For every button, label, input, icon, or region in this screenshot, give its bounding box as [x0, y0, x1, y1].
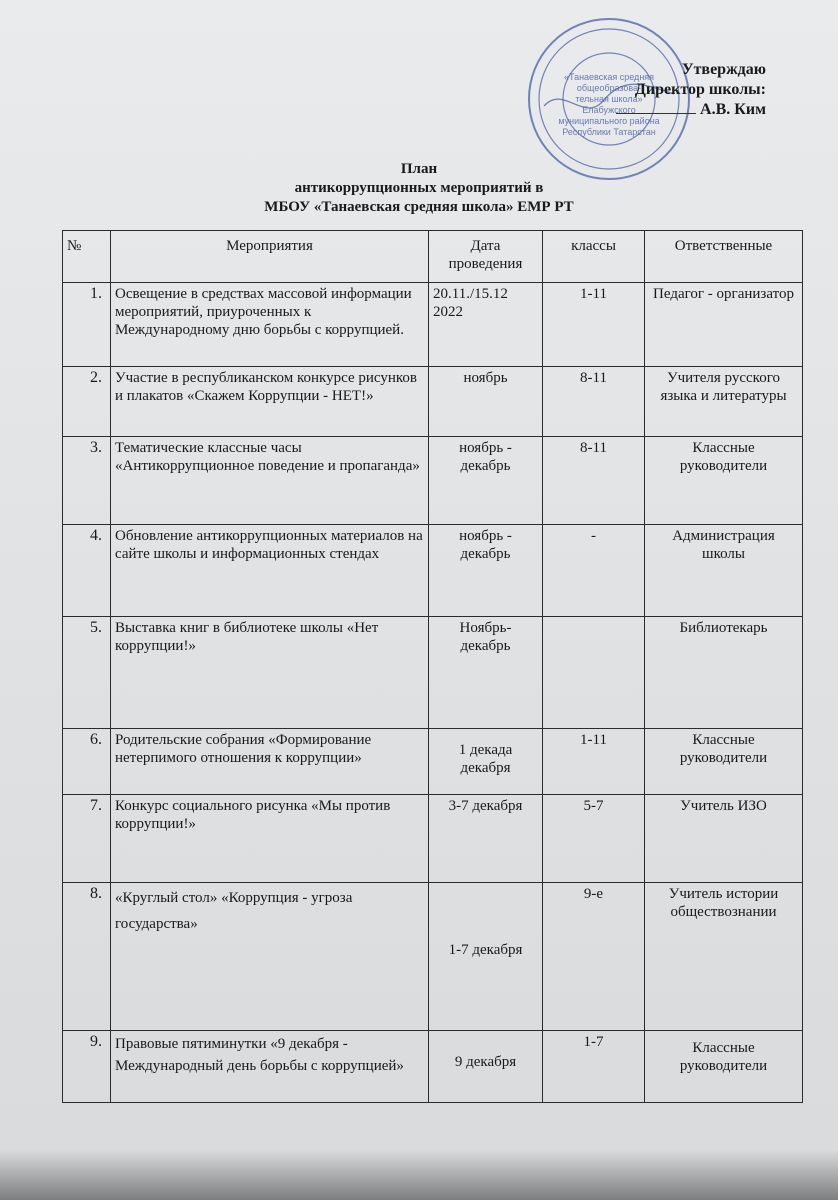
row-classes: 9-е [543, 883, 645, 1031]
row-number: 2. [63, 367, 111, 437]
table-row [63, 729, 803, 795]
row-responsible: Библиотекарь [645, 617, 803, 729]
row-number: 7. [63, 795, 111, 883]
table-header-row [63, 231, 803, 283]
row-number: 1. [63, 283, 111, 367]
row-date: Ноябрь- декабрь [429, 617, 543, 729]
approval-block [616, 60, 766, 120]
row-number: 8. [63, 883, 111, 1031]
row-classes: 8-11 [543, 437, 645, 525]
row-event: Обновление антикоррупционных материалов на сайте школы и информационных стендах [111, 525, 429, 617]
row-classes: 8-11 [543, 367, 645, 437]
row-responsible: Классные руководители [645, 1031, 803, 1103]
row-event: Правовые пятиминутки «9 декабря - Международный день борьбы с коррупцией» [111, 1031, 429, 1103]
events-table [62, 230, 803, 1103]
row-classes: 1-11 [543, 283, 645, 367]
table-row [63, 883, 803, 1031]
row-event: Выставка книг в библиотеке школы «Нет коррупции!» [111, 617, 429, 729]
row-date: ноябрь - декабрь [429, 437, 543, 525]
row-classes: 1-11 [543, 729, 645, 795]
signature-line [616, 113, 696, 114]
row-responsible: Учитель истории обществознании [645, 883, 803, 1031]
header-responsible: Ответственные [645, 231, 803, 283]
row-date: 3-7 декабря [429, 795, 543, 883]
stamp-line-3: тельная школа» [575, 94, 643, 104]
table-row [63, 283, 803, 367]
stamp-line-6: Республики Татарстан [562, 127, 656, 137]
table-row [63, 437, 803, 525]
approval-line-3: А.В. Ким [700, 101, 766, 118]
row-responsible: Администрация школы [645, 525, 803, 617]
stamp-line-5: муниципального района [558, 116, 660, 126]
row-number: 6. [63, 729, 111, 795]
row-responsible: Учителя русского языка и литературы [645, 367, 803, 437]
header-number: № [63, 231, 111, 283]
table-row [63, 367, 803, 437]
row-responsible: Классные руководители [645, 729, 803, 795]
row-event: Конкурс социального рисунка «Мы против коррупции!» [111, 795, 429, 883]
header-date: Дата проведения [429, 231, 543, 283]
row-date: 9 декабря [429, 1031, 543, 1103]
doc-title-line-3: МБОУ «Танаевская средняя школа» ЕМР РТ [264, 199, 574, 215]
row-date: ноябрь [429, 367, 543, 437]
row-event: Родительские собрания «Формирование нетерпимого отношения к коррупции» [111, 729, 429, 795]
row-number: 5. [63, 617, 111, 729]
row-classes: - [543, 525, 645, 617]
row-date: ноябрь - декабрь [429, 525, 543, 617]
row-classes: 1-7 [543, 1031, 645, 1103]
row-responsible: Учитель ИЗО [645, 795, 803, 883]
row-date: 1-7 декабря [429, 883, 543, 1031]
row-event: Тематические классные часы «Антикоррупционное поведение и пропаганда» [111, 437, 429, 525]
doc-title-line-2: антикоррупционных мероприятий в [294, 180, 544, 196]
photo-shadow [0, 1150, 838, 1200]
header-classes: классы [543, 231, 645, 283]
row-event: Освещение в средствах массовой информации мероприятий, приуроченных к Международному дню борьбы с коррупцией. [111, 283, 429, 367]
approval-line-1: Утверждаю [681, 61, 766, 78]
row-date: 20.11./15.12 2022 [429, 283, 543, 367]
approval-line-2: Директор школы: [634, 81, 766, 98]
row-number: 3. [63, 437, 111, 525]
table-row [63, 1031, 803, 1103]
header-events: Мероприятия [111, 231, 429, 283]
row-date: 1 декада декабря [429, 729, 543, 795]
row-responsible: Классные руководители [645, 437, 803, 525]
row-event: «Круглый стол» «Коррупция - угроза государства» [111, 883, 429, 1031]
row-responsible: Педагог - организатор [645, 283, 803, 367]
row-classes: 5-7 [543, 795, 645, 883]
row-event: Участие в республиканском конкурсе рисунков и плакатов «Скажем Коррупции - НЕТ!» [111, 367, 429, 437]
stamp-line-2: общеобразова- [576, 83, 642, 93]
row-classes [543, 617, 645, 729]
table-row [63, 525, 803, 617]
row-number: 4. [63, 525, 111, 617]
row-number: 9. [63, 1031, 111, 1103]
stamp-line-4: Елабужского [582, 105, 636, 115]
doc-title-line-1: План [400, 161, 438, 177]
stamp-line-1: «Танаевская средняя [563, 72, 655, 82]
table-row [63, 795, 803, 883]
table-row [63, 617, 803, 729]
